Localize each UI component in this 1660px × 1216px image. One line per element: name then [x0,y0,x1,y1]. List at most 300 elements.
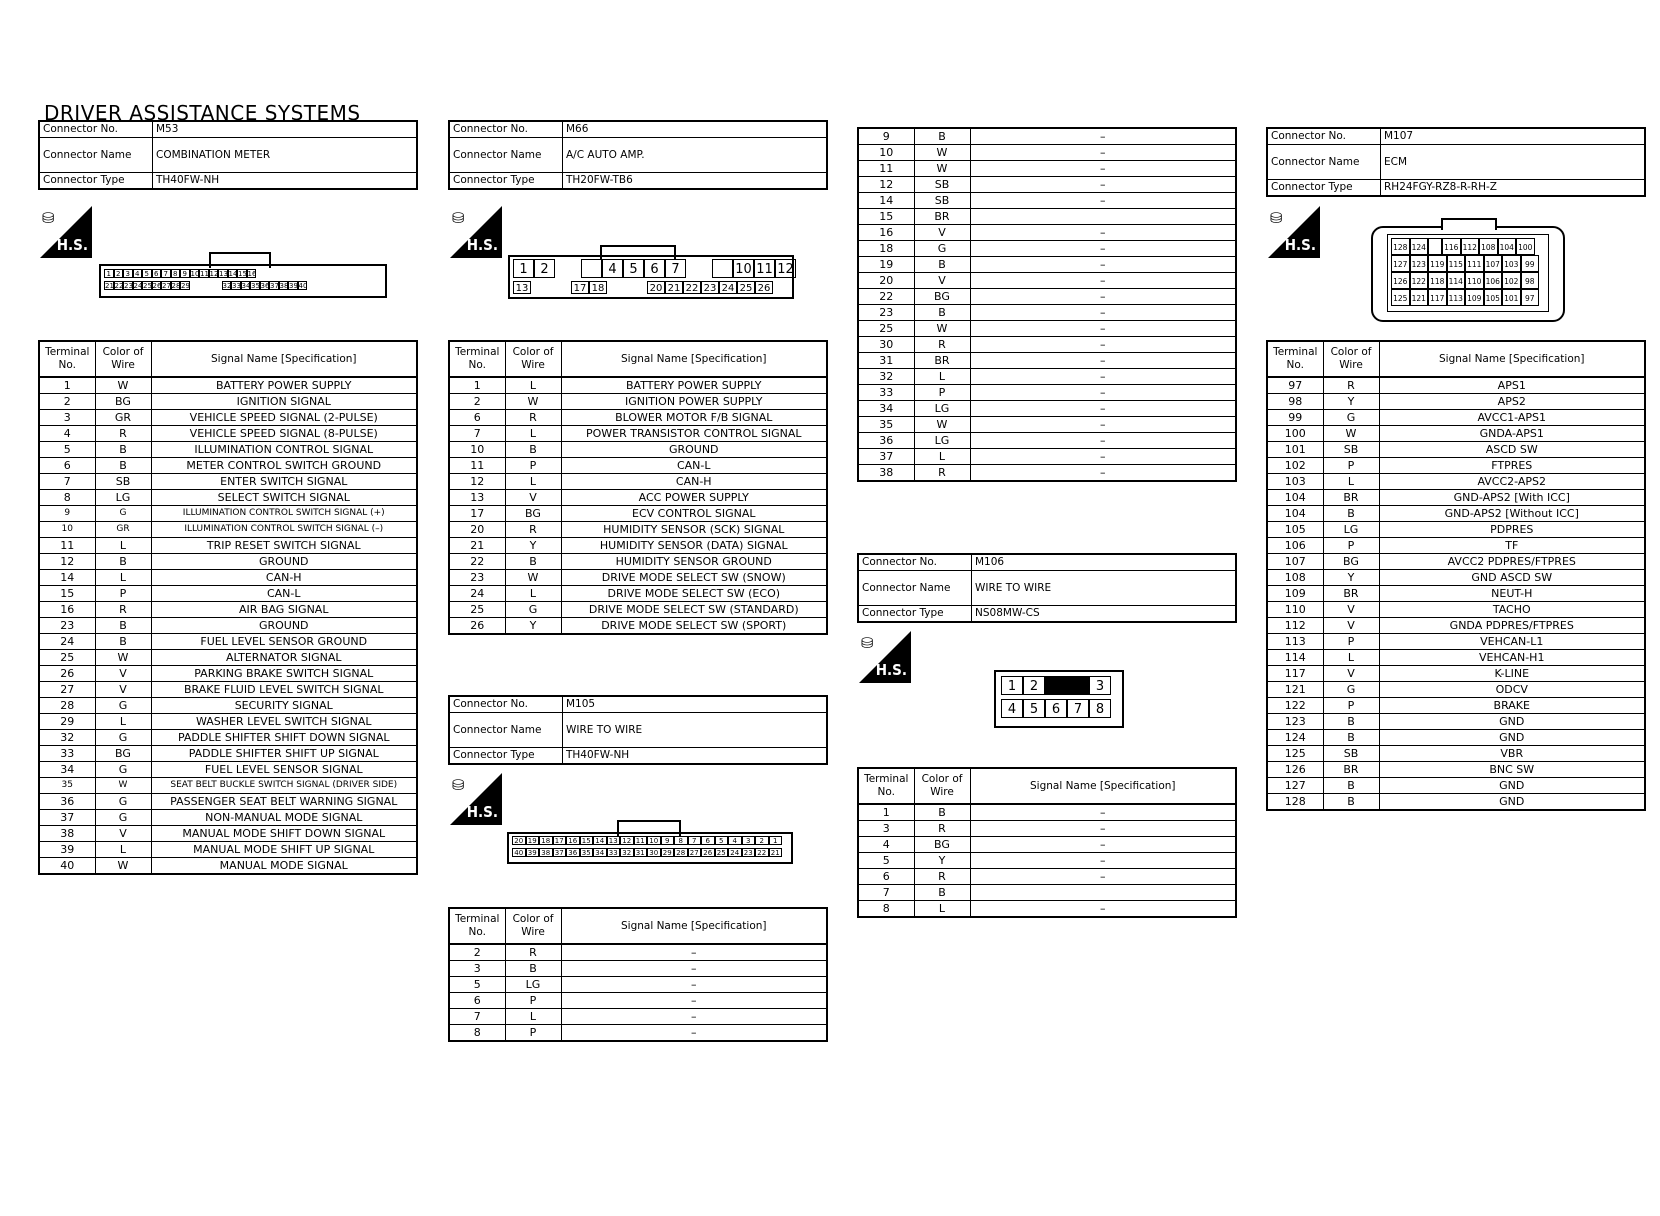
connector-type: RH24FGY-RZ8-R-RH-Z [1381,180,1646,197]
terminal-cell: 23 [449,570,505,586]
terminal-cell: 30 [858,337,914,353]
signal-name-cell: – [970,177,1236,193]
table-row [449,522,827,538]
pin-cell: 1 [1001,676,1023,695]
signal-name-cell: VEHICLE SPEED SIGNAL (8-PULSE) [151,426,417,442]
table-row [39,377,417,394]
terminal-cell: 37 [39,810,95,826]
wire-color-cell: BG [914,837,970,853]
wire-color-cell: B [95,618,151,634]
table-row [858,821,1236,837]
signal-name-cell: – [970,385,1236,401]
terminal-cell: 10 [449,442,505,458]
table-row [858,193,1236,209]
terminal-cell: 38 [858,465,914,482]
pin-cell: 22 [683,281,701,294]
terminal-cell: 35 [39,778,95,794]
pin-cell: 10 [647,836,661,845]
pin-cell: 24 [133,282,143,290]
pin-cell: 115 [1447,255,1466,272]
wire-color-cell: B [95,634,151,650]
pin-cell: 37 [553,848,567,857]
signal-name-cell: – [970,145,1236,161]
wire-color-cell: V [914,273,970,289]
header-color: Color of Wire [95,341,151,377]
signal-name-cell: – [970,257,1236,273]
table-row [449,618,827,635]
info-label: Connector Name [449,138,563,173]
wire-color-cell: V [1323,666,1379,682]
pin-cell: 38 [539,848,553,857]
table-row [39,698,417,714]
signal-name-cell: WASHER LEVEL SWITCH SIGNAL [151,714,417,730]
pin-cell: 12 [209,270,219,278]
table-row [1267,522,1645,538]
signal-name-cell: HUMIDITY SENSOR (SCK) SIGNAL [561,522,827,538]
pin-cell: 38 [279,282,289,290]
table-row [39,506,417,522]
wire-color-cell: V [914,225,970,241]
pin-cell: 39 [289,282,298,290]
wire-color-cell: W [95,858,151,875]
pin-cell: 7 [161,269,171,278]
table-row [39,826,417,842]
header-signal: Signal Name [Specification] [151,341,417,377]
pin-cell: 4 [1001,699,1023,718]
wire-color-cell: W [505,394,561,410]
connector-icon: ⛁ [1270,209,1283,227]
table-row [1267,602,1645,618]
signal-name-cell: BNC SW [1379,762,1645,778]
table-row [1267,394,1645,410]
wire-color-cell: R [505,944,561,961]
table-row [858,337,1236,353]
table-row [1267,618,1645,634]
pin-cell: 26 [755,281,773,294]
info-label: Connector Name [858,571,972,606]
pin-cell: 25 [737,281,755,294]
wire-color-cell: G [95,794,151,810]
table-row [858,901,1236,918]
terminal-cell: 20 [858,273,914,289]
wire-color-cell: W [95,377,151,394]
pin-cell: 12 [620,836,634,845]
terminal-cell: 22 [858,289,914,305]
pin-cell: 113 [1447,289,1466,306]
table-row [39,426,417,442]
terminal-cell: 105 [1267,522,1323,538]
wire-color-cell: B [914,128,970,145]
table-row [858,869,1236,885]
signal-name-cell: SEAT BELT BUCKLE SWITCH SIGNAL (DRIVER SIDE) [151,778,417,794]
wire-color-cell: G [95,698,151,714]
pin-cell: 2 [114,269,124,278]
wire-color-cell: B [505,961,561,977]
pin-cell: 23 [742,848,756,857]
info-label: Connector Type [1267,180,1381,197]
signal-name-cell: MANUAL MODE SHIFT UP SIGNAL [151,842,417,858]
header-color: Color of Wire [1323,341,1379,377]
terminal-cell: 34 [858,401,914,417]
wire-color-cell: L [505,1009,561,1025]
signal-name-cell: NON-MANUAL MODE SIGNAL [151,810,417,826]
signal-name-cell: – [970,193,1236,209]
pin-cell: 16 [247,270,257,278]
wire-color-cell: L [505,474,561,490]
terminal-cell: 8 [449,1025,505,1042]
wire-color-cell: Y [505,618,561,635]
signal-name-cell: – [970,417,1236,433]
signal-name-cell: – [970,337,1236,353]
pin-cell: 114 [1447,272,1466,289]
table-row [39,586,417,602]
signal-name-cell: FUEL LEVEL SENSOR SIGNAL [151,762,417,778]
terminal-cell: 7 [39,474,95,490]
table-row [1267,698,1645,714]
terminal-cell: 1 [39,377,95,394]
pin-cell: 6 [1045,699,1067,718]
signal-name-cell: GROUND [151,618,417,634]
table-row [858,433,1236,449]
connector-m105 [448,695,828,765]
terminal-cell: 6 [858,869,914,885]
terminal-cell: 7 [858,885,914,901]
wire-color-cell: G [1323,410,1379,426]
terminal-cell: 99 [1267,410,1323,426]
terminal-cell: 14 [858,193,914,209]
connector-face-m53 [99,264,387,298]
pin-cell: 7 [688,836,702,845]
pin-cell: 99 [1521,255,1540,272]
table-row [449,394,827,410]
signal-name-cell: – [970,241,1236,257]
info-label: Connector Type [449,748,563,765]
signal-name-cell: GND-APS2 [Without ICC] [1379,506,1645,522]
connector-no: M105 [563,696,828,713]
terminal-cell: 3 [449,961,505,977]
wire-color-cell: B [1323,778,1379,794]
terminal-cell: 26 [449,618,505,635]
terminal-cell: 126 [1267,762,1323,778]
signal-name-cell: GND-APS2 [With ICC] [1379,490,1645,506]
pin-cell: 110 [1465,272,1484,289]
terminal-cell: 6 [39,458,95,474]
table-row [39,682,417,698]
pin-cell: 29 [661,848,675,857]
pin-cell: 15 [580,836,594,845]
table-row [449,506,827,522]
empty-cavity [712,259,733,278]
terminal-cell: 25 [858,321,914,337]
pin-cell: 107 [1484,255,1503,272]
wire-color-cell: V [1323,602,1379,618]
terminal-cell: 23 [39,618,95,634]
signal-name-cell: TACHO [1379,602,1645,618]
signal-name-cell: – [970,869,1236,885]
connector-face-m105 [507,832,793,864]
pin-cell: 108 [1479,238,1498,255]
header-terminal: Terminal No. [449,908,505,944]
pin-cell: 28 [674,848,688,857]
wire-color-cell: BR [1323,490,1379,506]
table-row [39,538,417,554]
connector-icon: ⛁ [452,776,465,794]
table-row [858,257,1236,273]
table-row [858,417,1236,433]
info-label: Connector No. [858,554,972,571]
terminal-cell: 10 [39,522,95,538]
pin-cell: 25 [143,282,152,290]
terminal-cell: 4 [858,837,914,853]
harness-side-icon: ⛁ H.S. [859,631,911,683]
terminal-cell: 125 [1267,746,1323,762]
terminal-cell: 106 [1267,538,1323,554]
wire-color-cell: P [1323,698,1379,714]
terminal-cell: 19 [858,257,914,273]
pin-cell: 18 [589,281,607,294]
harness-side-icon: ⛁ H.S. [450,773,502,825]
signal-name-cell: FUEL LEVEL SENSOR GROUND [151,634,417,650]
pin-cell: 10 [190,270,200,278]
signal-name-cell: – [970,161,1236,177]
pin-cell: 6 [644,259,665,278]
table-row [449,410,827,426]
wire-color-cell: B [914,885,970,901]
terminal-cell: 8 [39,490,95,506]
table-row [1267,570,1645,586]
terminal-cell: 6 [449,410,505,426]
table-row [1267,682,1645,698]
table-row [1267,426,1645,442]
wire-color-cell: G [95,762,151,778]
signal-name-cell: – [970,353,1236,369]
signal-name-cell: SELECT SWITCH SIGNAL [151,490,417,506]
signal-name-cell: IGNITION POWER SUPPLY [561,394,827,410]
pin-cell: 13 [513,281,531,294]
signal-name-cell: – [970,305,1236,321]
pin-cell: 2 [755,836,769,845]
header-color: Color of Wire [914,768,970,804]
wire-color-cell: R [914,821,970,837]
pin-cell: 101 [1502,289,1521,306]
table-row [39,714,417,730]
signal-name-cell: GROUND [561,442,827,458]
empty-cavity [1428,238,1442,255]
terminal-cell: 24 [39,634,95,650]
terminal-cell: 98 [1267,394,1323,410]
pin-cell: 2 [534,259,555,278]
wire-color-cell: L [505,377,561,394]
terminal-cell: 110 [1267,602,1323,618]
terminal-cell: 103 [1267,474,1323,490]
table-row [449,961,827,977]
pin-cell: 121 [1410,289,1429,306]
terminal-cell: 124 [1267,730,1323,746]
wire-color-cell: LG [914,433,970,449]
pin-cell: 106 [1484,272,1503,289]
wire-color-cell: P [505,1025,561,1042]
wire-color-cell: LG [1323,522,1379,538]
pin-cell: 104 [1498,238,1517,255]
pin-cell: 128 [1391,238,1410,255]
wire-color-cell: L [505,426,561,442]
table-row [449,554,827,570]
table-row [1267,442,1645,458]
terminal-cell: 1 [858,804,914,821]
terminal-cell: 11 [39,538,95,554]
pin-cell: 13 [607,836,621,845]
table-row [1267,634,1645,650]
pin-cell: 3 [1089,676,1111,695]
table-row [449,602,827,618]
table-row [449,1009,827,1025]
pin-cell: 124 [1410,238,1429,255]
wire-color-cell: BG [505,506,561,522]
signal-name-cell: – [561,1009,827,1025]
terminal-cell: 12 [39,554,95,570]
terminal-cell: 13 [449,490,505,506]
terminal-cell: 3 [39,410,95,426]
terminal-cell: 23 [858,305,914,321]
pin-cell: 22 [114,282,124,290]
connector-m66 [448,120,828,190]
signal-name-cell: BRAKE [1379,698,1645,714]
table-row [1267,714,1645,730]
table-row [1267,538,1645,554]
connector-m106 [857,553,1237,623]
connector-no: M53 [153,121,418,138]
signal-name-cell: CAN-L [151,586,417,602]
table-row [449,586,827,602]
wire-color-cell: G [95,506,151,522]
wire-color-cell: G [1323,682,1379,698]
terminal-cell: 123 [1267,714,1323,730]
wire-color-cell: B [1323,714,1379,730]
terminal-cell: 108 [1267,570,1323,586]
pin-cell: 13 [219,270,228,278]
table-row [1267,377,1645,394]
wire-color-cell: W [914,417,970,433]
table-row [449,977,827,993]
table-row [1267,458,1645,474]
connector-info [448,120,828,190]
pin-cell: 8 [674,836,688,845]
terminal-cell: 100 [1267,426,1323,442]
terminal-cell: 2 [39,394,95,410]
connector-name: ECM [1381,145,1646,180]
signal-name-cell: NEUT-H [1379,586,1645,602]
wire-color-cell: LG [914,401,970,417]
pin-cell: 9 [180,269,190,278]
terminal-cell: 35 [858,417,914,433]
table-row [449,458,827,474]
signal-name-cell: GNDA PDPRES/FTPRES [1379,618,1645,634]
info-label: Connector No. [449,121,563,138]
signal-name-cell: – [970,449,1236,465]
signal-name-cell [970,209,1236,225]
wire-color-cell: R [505,410,561,426]
wire-color-cell: L [95,538,151,554]
pin-cell: 23 [701,281,719,294]
wire-color-cell: P [1323,458,1379,474]
table-row [858,161,1236,177]
connector-name: A/C AUTO AMP. [563,138,828,173]
wire-color-cell: L [914,449,970,465]
wire-color-cell: BR [914,209,970,225]
pin-cell: 119 [1428,255,1447,272]
pin-cell: 20 [647,281,665,294]
signal-name-cell: VEHICLE SPEED SIGNAL (2-PULSE) [151,410,417,426]
wire-color-cell: BR [1323,586,1379,602]
wire-color-cell: L [505,586,561,602]
connector-no: M66 [563,121,828,138]
table-row [858,353,1236,369]
wire-color-cell: W [914,321,970,337]
terminal-cell: 104 [1267,506,1323,522]
table-row [858,804,1236,821]
wire-color-cell: B [505,442,561,458]
pin-cell: 123 [1410,255,1429,272]
table-row [449,1025,827,1042]
pin-table-m66 [448,340,828,635]
wire-color-cell: Y [1323,394,1379,410]
signal-name-cell: AVCC2-APS2 [1379,474,1645,490]
terminal-cell: 34 [39,762,95,778]
terminal-cell: 1 [449,377,505,394]
signal-name-cell: AVCC2 PDPRES/FTPRES [1379,554,1645,570]
pin-cell: 4 [728,836,742,845]
pin-cell: 33 [232,282,241,290]
connector-type: NS08MW-CS [972,606,1237,623]
connector-info [38,120,418,190]
pin-cell: 29 [181,282,190,290]
terminal-cell: 101 [1267,442,1323,458]
pin-cell: 37 [270,282,279,290]
wire-color-cell: GR [95,410,151,426]
connector-info [1266,127,1646,197]
terminal-cell: 112 [1267,618,1323,634]
wire-color-cell: G [95,810,151,826]
table-row [449,474,827,490]
terminal-cell: 12 [858,177,914,193]
wire-color-cell: BG [95,394,151,410]
terminal-cell: 36 [39,794,95,810]
table-row [39,522,417,538]
signal-name-cell: PDPRES [1379,522,1645,538]
table-row [39,634,417,650]
table-row [858,853,1236,869]
pin-cell: 5 [623,259,644,278]
connector-type: TH40FW-NH [563,748,828,765]
wire-color-cell: LG [95,490,151,506]
table-row [858,128,1236,145]
wire-color-cell: W [914,145,970,161]
empty-cavity [1045,676,1089,695]
signal-name-cell: AVCC1-APS1 [1379,410,1645,426]
table-row [858,321,1236,337]
pin-cell: 32 [620,848,634,857]
table-row [449,993,827,1009]
signal-name-cell: IGNITION SIGNAL [151,394,417,410]
pin-cell: 111 [1465,255,1484,272]
terminal-cell: 16 [39,602,95,618]
signal-name-cell: METER CONTROL SWITCH GROUND [151,458,417,474]
table-row [1267,794,1645,811]
table-row [39,794,417,810]
pin-cell: 116 [1442,238,1461,255]
pin-cell: 40 [298,282,308,290]
wire-color-cell: B [1323,730,1379,746]
